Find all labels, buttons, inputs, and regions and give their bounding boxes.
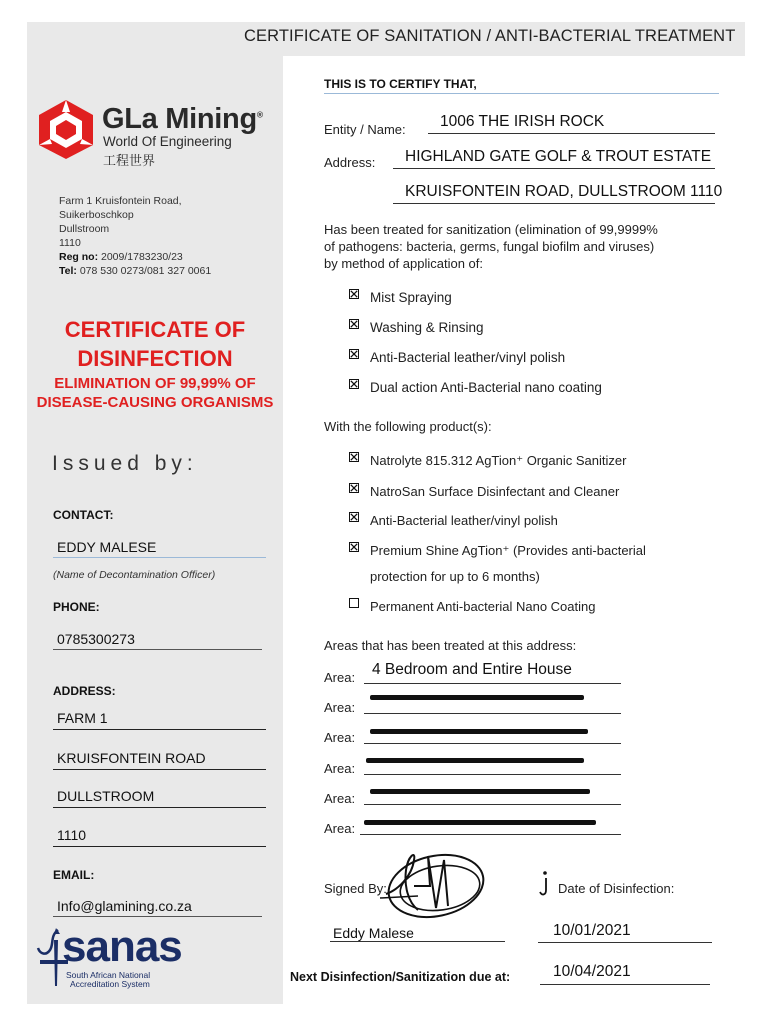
address-right-underline xyxy=(393,203,715,204)
product-label: Premium Shine AgTion⁺ (Provides anti-bacterial xyxy=(370,543,646,558)
checkbox-premium-shine[interactable] xyxy=(349,542,359,552)
treatment-intro-line: Has been treated for sanitization (elimination of 99,9999% xyxy=(324,222,658,237)
address-right-underline xyxy=(393,168,715,169)
area-underline xyxy=(364,774,621,775)
company-telephone: Tel: 078 530 0273/081 327 0061 xyxy=(59,265,212,277)
sanas-line-1: South African National xyxy=(66,970,151,980)
contact-hint: (Name of Decontamination Officer) xyxy=(53,569,216,581)
signer-underline xyxy=(330,941,505,942)
address-underline xyxy=(53,769,266,770)
checkbox-mist-spraying[interactable] xyxy=(349,289,359,299)
checkbox-natrosan[interactable] xyxy=(349,483,359,493)
next-disinfection-field[interactable]: 10/04/2021 xyxy=(553,963,631,980)
area-label: Area: xyxy=(324,791,356,806)
areas-intro: Areas that has been treated at this address: xyxy=(324,638,577,653)
contact-underline xyxy=(53,557,266,558)
checkbox-washing-rinsing[interactable] xyxy=(349,319,359,329)
company-address-line: Farm 1 Kruisfontein Road, xyxy=(59,195,182,207)
contact-label: CONTACT: xyxy=(53,508,114,522)
checkbox-product-polish[interactable] xyxy=(349,512,359,522)
contact-field[interactable]: EDDY MALESE xyxy=(57,539,157,555)
area-redaction xyxy=(370,695,584,700)
company-address-line: 1110 xyxy=(59,237,81,249)
date-mark-icon xyxy=(538,870,550,898)
email-underline xyxy=(53,916,262,917)
area-underline xyxy=(364,804,621,805)
address-right-field-1[interactable]: HIGHLAND GATE GOLF & TROUT ESTATE xyxy=(405,148,712,165)
document-title: CERTIFICATE OF SANITATION / ANTI-BACTERIAL TREATMENT xyxy=(244,27,736,45)
entity-label: Entity / Name: xyxy=(324,122,406,137)
area-label: Area: xyxy=(324,700,356,715)
area-underline xyxy=(364,683,621,684)
area-underline xyxy=(360,834,621,835)
method-label: Washing & Rinsing xyxy=(370,320,484,335)
entity-field[interactable]: 1006 THE IRISH ROCK xyxy=(440,113,605,130)
certificate-heading: CERTIFICATE OF DISINFECTION xyxy=(64,317,246,371)
method-label: Mist Spraying xyxy=(370,290,452,305)
treatment-intro-line: of pathogens: bacteria, germs, fungal biofilm and viruses) xyxy=(324,239,655,254)
company-address-line: Suikerboschkop xyxy=(59,209,134,221)
certificate-subheading: ELIMINATION OF 99,99% OF DISEASE-CAUSING ORGANISMS xyxy=(36,375,274,411)
company-tagline: World Of Engineering xyxy=(103,134,232,149)
area-underline xyxy=(364,713,621,714)
address-field-4[interactable]: 1110 xyxy=(57,827,87,843)
sanas-line-2: Accreditation System xyxy=(70,979,150,989)
address-field-3[interactable]: DULLSTROOM xyxy=(57,788,155,804)
checkbox-nano-coating[interactable] xyxy=(349,379,359,389)
address-underline xyxy=(53,846,266,847)
email-field[interactable]: Info@glamining.co.za xyxy=(57,898,192,914)
date-of-disinfection-field[interactable]: 10/01/2021 xyxy=(553,922,631,939)
area-redaction xyxy=(370,729,588,734)
checkbox-leather-polish[interactable] xyxy=(349,349,359,359)
product-label: Natrolyte 815.312 AgTion⁺ Organic Sanitizer xyxy=(370,453,627,468)
address-underline xyxy=(53,807,266,808)
phone-underline xyxy=(53,649,262,650)
date-underline xyxy=(538,942,712,943)
product-label: NatroSan Surface Disinfectant and Cleaner xyxy=(370,484,620,499)
registered-mark: ® xyxy=(256,109,263,120)
company-chinese-name: 工程世界 xyxy=(103,153,156,168)
address-field-2[interactable]: KRUISFONTEIN ROAD xyxy=(57,750,206,766)
sanas-wordmark: sanas xyxy=(62,922,182,971)
company-reg-number: Reg no: 2009/1783230/23 xyxy=(59,251,183,263)
address-label: ADDRESS: xyxy=(53,684,116,698)
sanas-logo xyxy=(36,922,182,992)
address-right-label: Address: xyxy=(324,155,376,170)
certify-underline xyxy=(324,93,719,94)
phone-field[interactable]: 0785300273 xyxy=(57,631,135,647)
method-label: Dual action Anti-Bacterial nano coating xyxy=(370,380,602,395)
issued-by-heading: Issued by: xyxy=(52,452,198,475)
entity-underline xyxy=(428,133,715,134)
address-right-field-2[interactable]: KRUISFONTEIN ROAD, DULLSTROOM 1110 xyxy=(405,183,723,200)
area-label: Area: xyxy=(324,761,356,776)
area-redaction xyxy=(366,758,584,763)
area-label: Area: xyxy=(324,821,356,836)
address-field-1[interactable]: FARM 1 xyxy=(57,710,108,726)
next-disinfection-label: Next Disinfection/Sanitization due at: xyxy=(290,970,511,984)
product-label-continued: protection for up to 6 months) xyxy=(370,569,540,584)
area-field-1[interactable]: 4 Bedroom and Entire House xyxy=(372,661,572,678)
product-label: Anti-Bacterial leather/vinyl polish xyxy=(370,513,558,528)
area-label: Area: xyxy=(324,670,356,685)
area-label: Area: xyxy=(324,730,356,745)
checkbox-natrolyte[interactable] xyxy=(349,452,359,462)
checkbox-permanent-nano[interactable] xyxy=(349,598,359,608)
area-redaction xyxy=(370,789,590,794)
certify-heading: THIS IS TO CERTIFY THAT, xyxy=(324,77,477,91)
treatment-intro-line: by method of application of: xyxy=(324,256,483,271)
date-of-disinfection-label: Date of Disinfection: xyxy=(558,881,675,896)
phone-label: PHONE: xyxy=(53,600,100,614)
area-redaction xyxy=(364,820,596,825)
method-label: Anti-Bacterial leather/vinyl polish xyxy=(370,350,566,365)
gla-mining-logo-icon xyxy=(37,98,95,160)
company-address-line: Dullstroom xyxy=(59,223,110,235)
company-name: GLa Mining® xyxy=(102,103,263,135)
email-label: EMAIL: xyxy=(53,868,95,882)
area-underline xyxy=(364,743,621,744)
address-underline xyxy=(53,729,266,730)
products-intro: With the following product(s): xyxy=(324,419,492,434)
product-label: Permanent Anti-bacterial Nano Coating xyxy=(370,599,596,614)
signer-name: Eddy Malese xyxy=(333,925,414,941)
signature-image xyxy=(378,846,504,930)
signed-by-label: Signed By: xyxy=(324,881,387,896)
next-underline xyxy=(540,984,710,985)
